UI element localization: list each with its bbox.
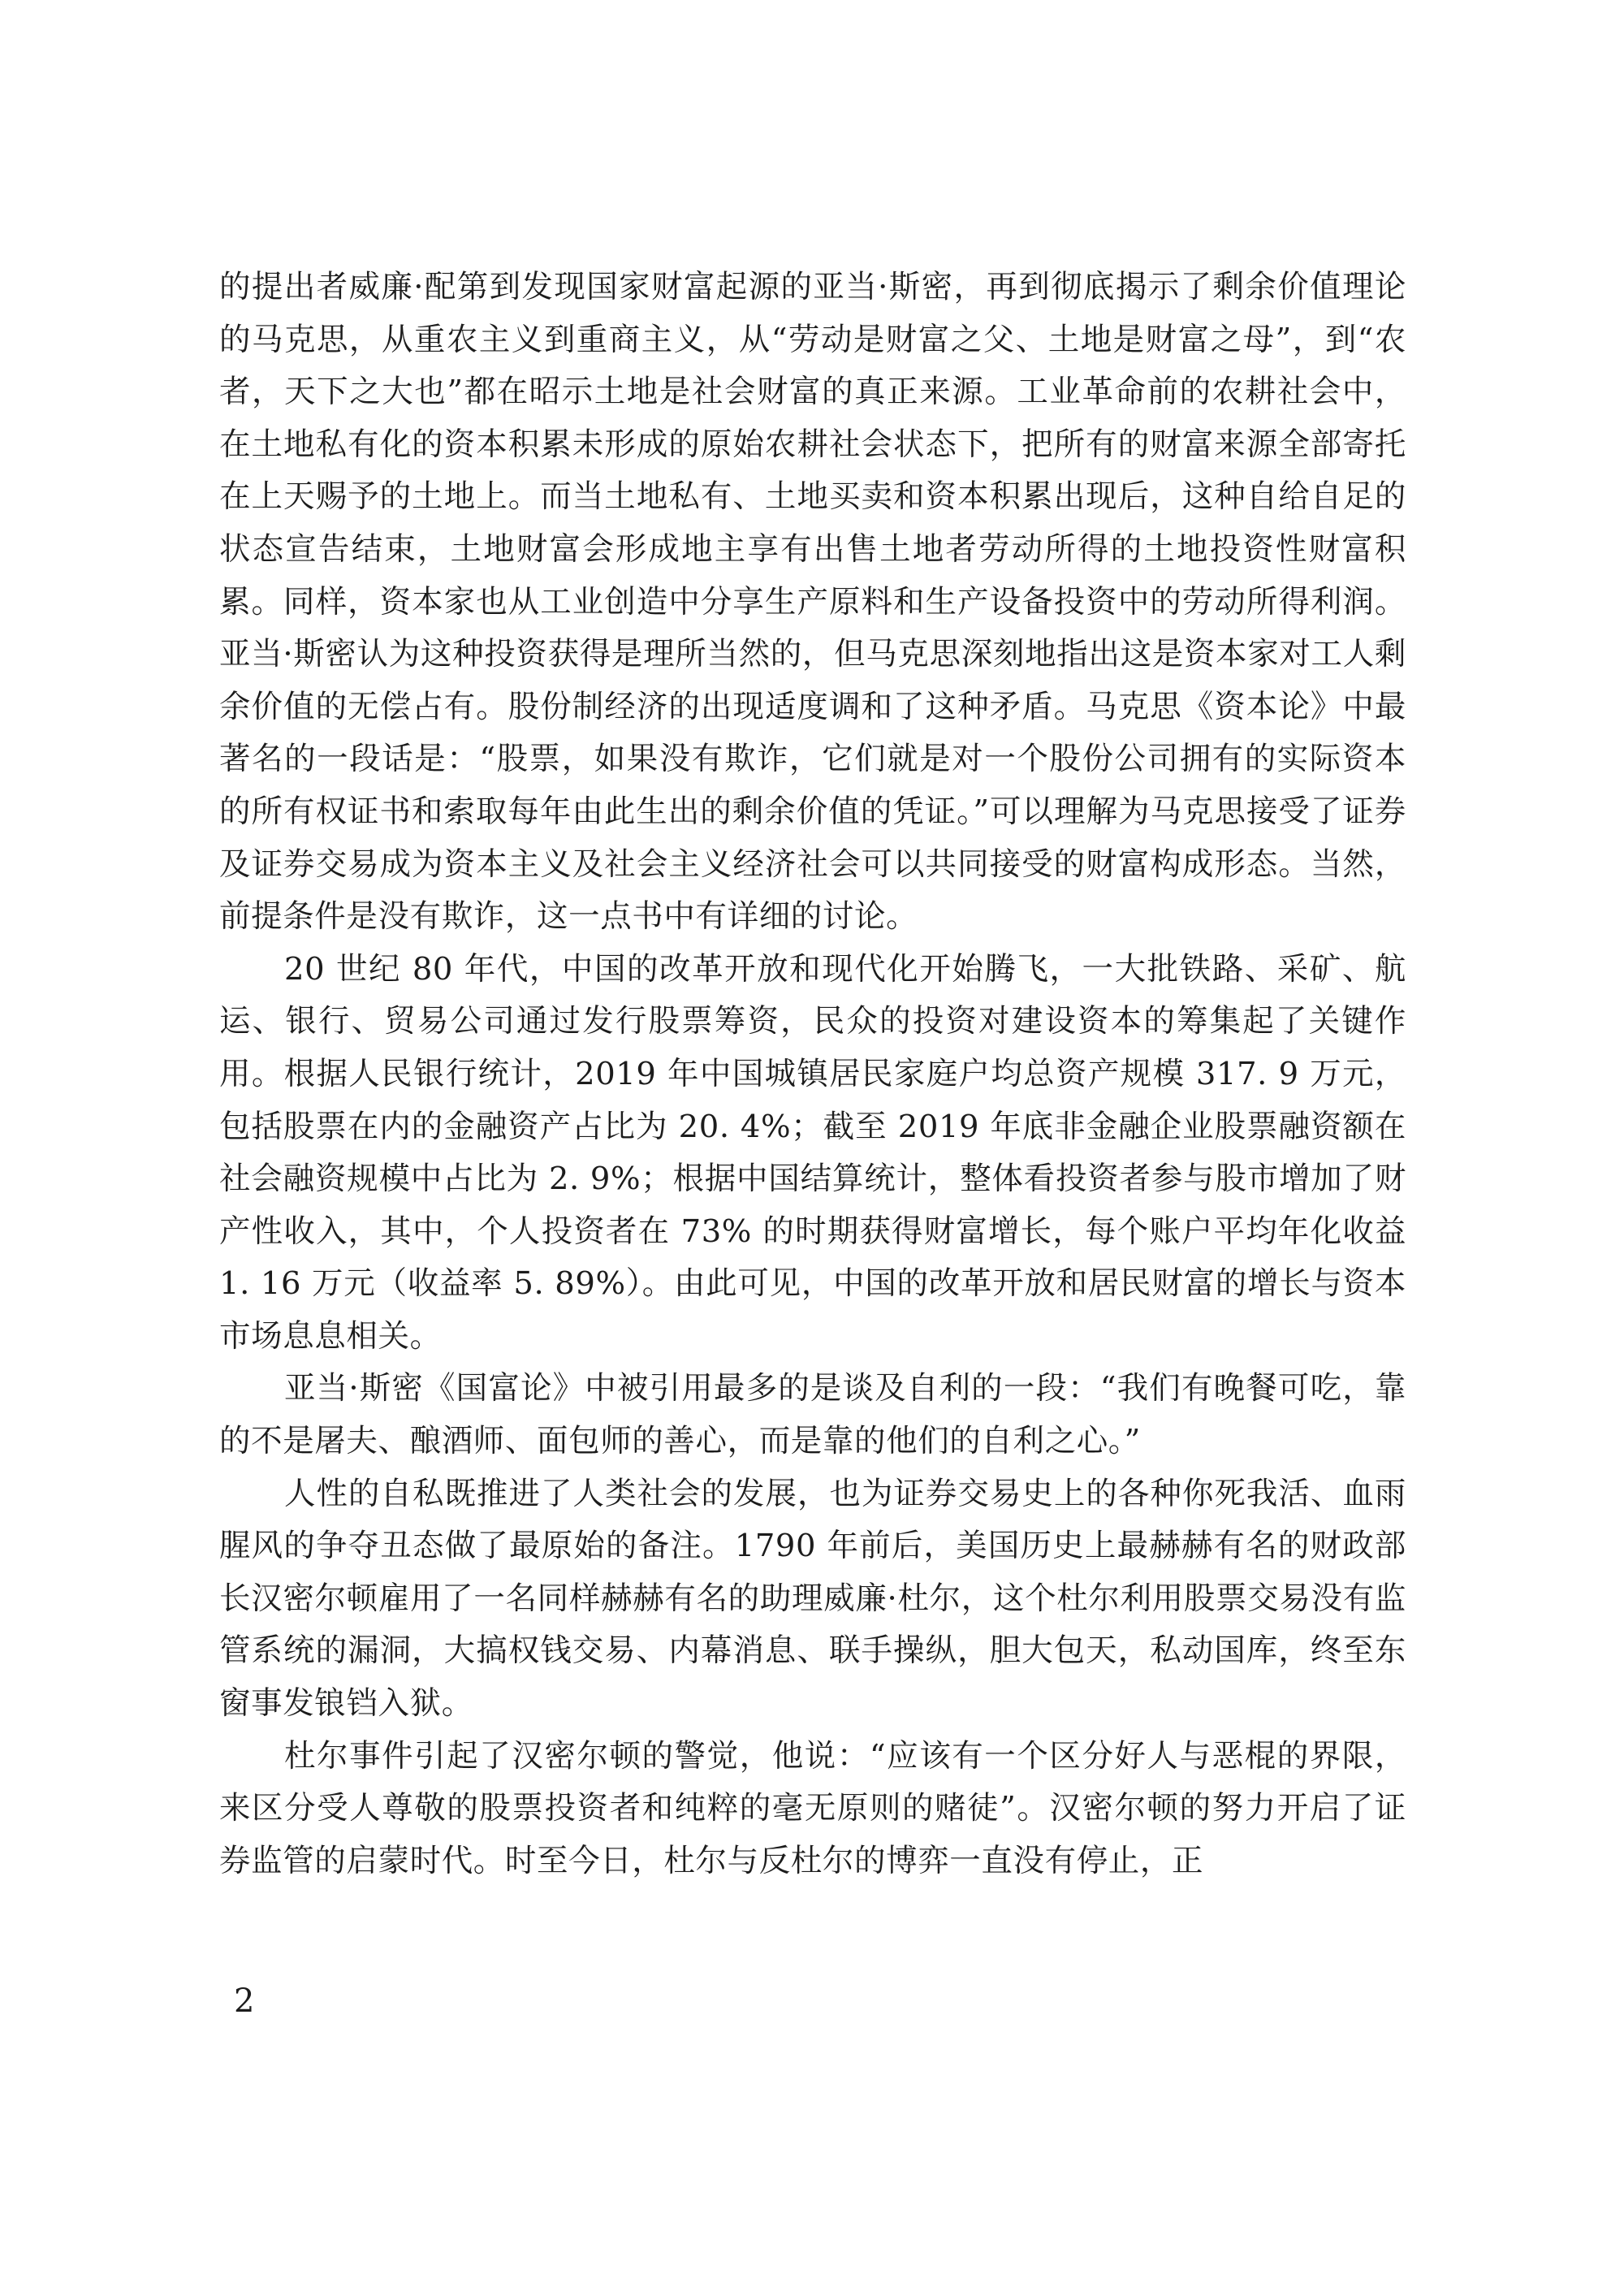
paragraph-1: 的提出者威廉·配第到发现国家财富起源的亚当·斯密，再到彻底揭示了剩余价值理论的马克思，从重农主义到重商主义，从“劳动是财富之父、土地是财富之母”，到“农者，天下之大也”都在昭示土地是社会财富的真正来源。工业革命前的农耕社会中，在土地私有化的资本积累未形成的原始农耕社会状态下，把所有的财富来源全部寄托在上天赐予的土地上。而当土地私有、土地买卖和资本积累出现后，这种自给自足的状态宣告结束，土地财富会形成地主享有出售土地者劳动所得的土地投资性财富积累。同样，资本家也从工业创造中分享生产原料和生产设备投资中的劳动所得利润。亚当·斯密认为这种投资获得是理所当然的，但马克思深刻地指出这是资本家对工人剩余价值的无偿占有。股份制经济的出现适度调和了这种矛盾。马克思《资本论》中最著名的一段话是：“股票，如果没有欺诈，它们就是对一个股份公司拥有的实际资本的所有权证书和索取每年由此生出的剩余价值的凭证。”可以理解为马克思接受了证券及证券交易成为资本主义及社会主义经济社会可以共同接受的财富构成形态。当然，前提条件是没有欺诈，这一点书中有详细的讨论。 [219, 269, 1406, 936]
body-text [219, 262, 1406, 1887]
page-number: 2 [234, 1982, 255, 2020]
paragraph-3: 亚当·斯密《国富论》中被引用最多的是谈及自利的一段：“我们有晚餐可吃，靠的不是屠夫、酿酒师、面包师的善心，而是靠的他们的自利之心。” [219, 1370, 1406, 1460]
paragraph-4: 人性的自私既推进了人类社会的发展，也为证券交易史上的各种你死我活、血雨腥风的争夺丑态做了最原始的备注。1790 年前后，美国历史上最赫赫有名的财政部长汉密尔顿雇用了一名同样赫赫有名的助理威廉·杜尔，这个杜尔利用股票交易没有监管系统的漏洞，大搞权钱交易、内幕消息、联手操纵，胆大包天，私动国库，终至东窗事发锒铛入狱。 [219, 1475, 1406, 1723]
paragraph-5: 杜尔事件引起了汉密尔顿的警觉，他说：“应该有一个区分好人与恶棍的界限，来区分受人尊敬的股票投资者和纯粹的毫无原则的赌徒”。汉密尔顿的努力开启了证券监管的启蒙时代。时至今日，杜尔与反杜尔的博弈一直没有停止，正 [219, 1737, 1406, 1879]
paragraph-2: 20 世纪 80 年代，中国的改革开放和现代化开始腾飞，一大批铁路、采矿、航运、银行、贸易公司通过发行股票筹资，民众的投资对建设资本的筹集起了关键作用。根据人民银行统计，2019 年中国城镇居民家庭户均总资产规模 317. 9 万元，包括股票在内的金融资产占比为 20. 4%；截至 2019 年底非金融企业股票融资额在社会融资规模中占比为 2. 9%；根据中国结算统计，整体看投资者参与股市增加了财产性收入，其中，个人投资者在 73% 的时期获得财富增长，每个账户平均年化收益 1. 16 万元（收益率 5. 89%）。由此可见，中国的改革开放和居民财富的增长与资本市场息息相关。 [219, 950, 1406, 1355]
